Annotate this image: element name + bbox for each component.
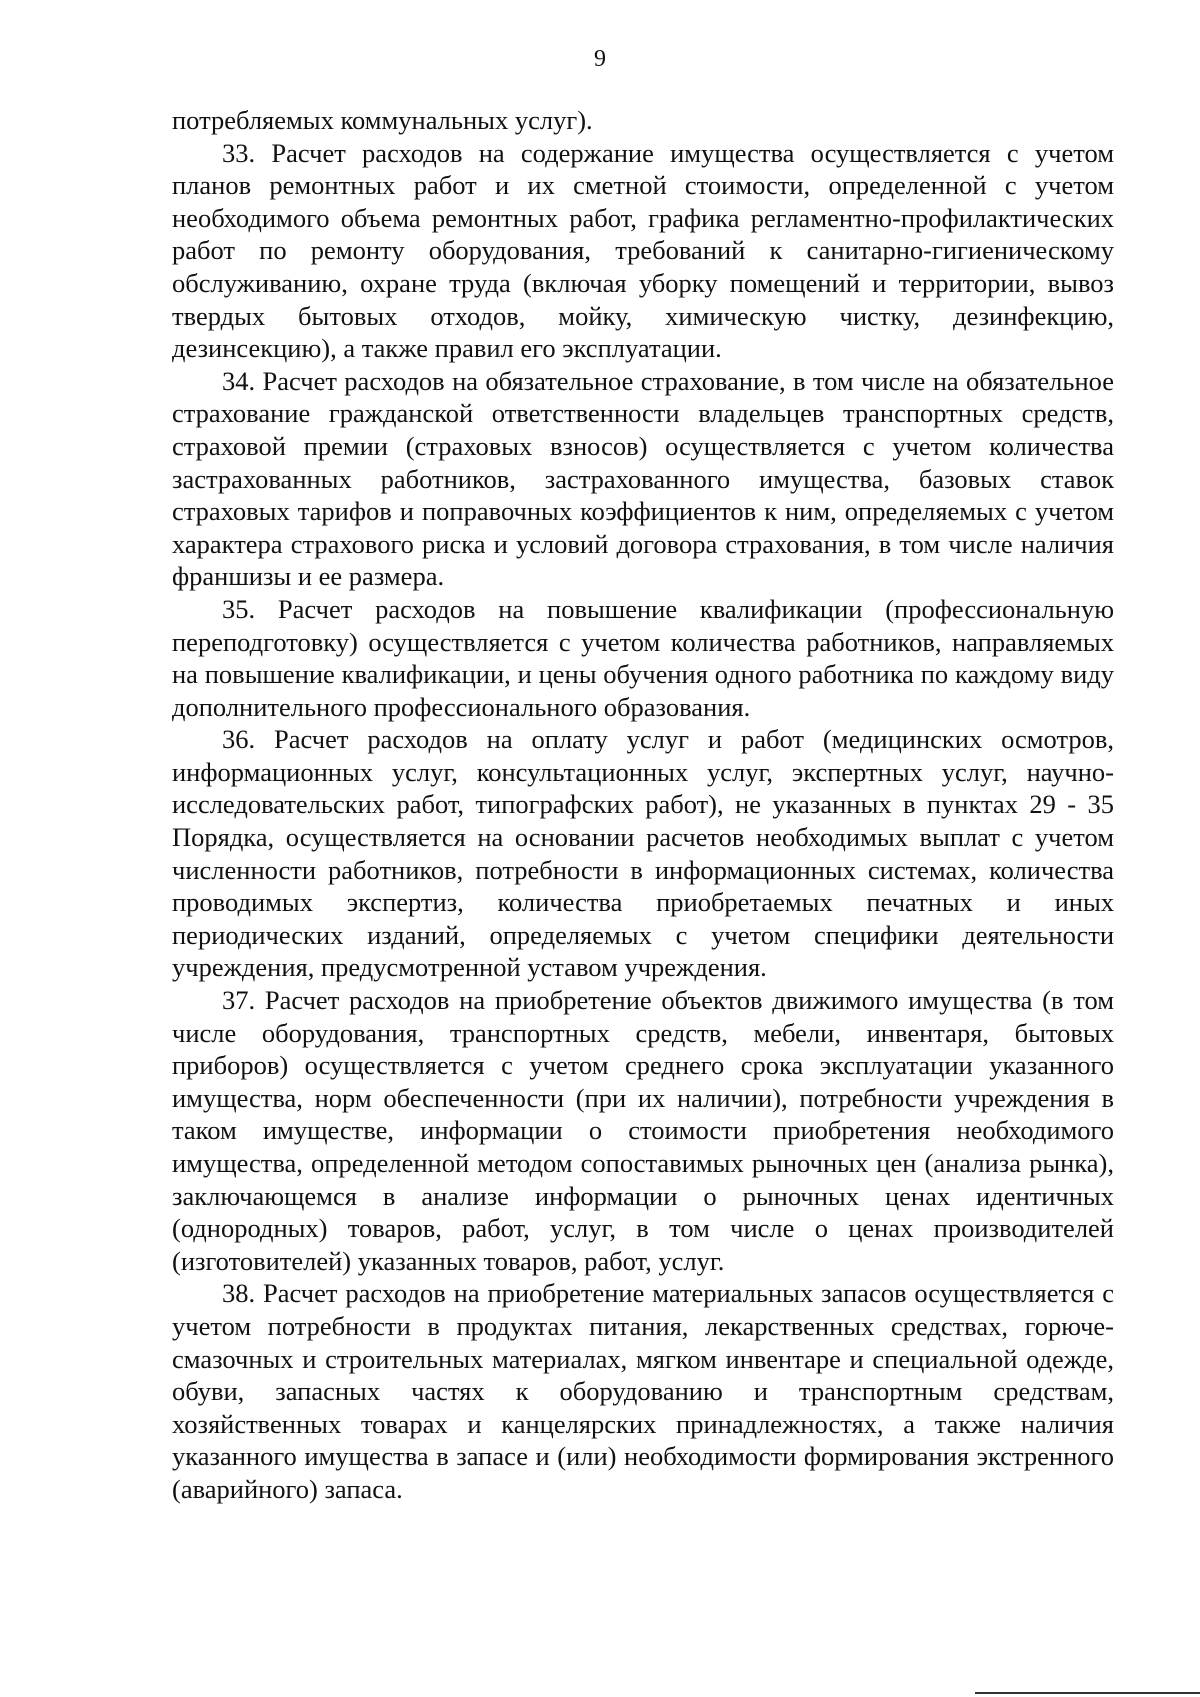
document-body — [172, 104, 1114, 1506]
page-number: 9 — [594, 46, 606, 72]
paragraph-continuation: потребляемых коммунальных услуг). — [172, 105, 593, 135]
paragraph-34: 34. Расчет расходов на обязательное страхование, в том числе на обязательное страхование гражданской ответственности владельцев транспортных средств, страховой премии (страховых взносов) осуществляется с учетом количества застрахованных работников, застрахованного имущества, базовых ставок страховых тарифов и поправочных коэффициентов к ним, определяемых с учетом характера страхового риска и условий договора страхования, в том числе наличия франшизы и ее размера. — [172, 365, 1114, 592]
paragraph-33: 33. Расчет расходов на содержание имущества осуществляется с учетом планов ремонтных работ и их сметной стоимости, определенной с учетом необходимого объема ремонтных работ, графика регламентно-профилактических работ по ремонту оборудования, требований к санитарно-гигиеническому обслуживанию, охране труда (включая уборку помещений и территории, вывоз твердых бытовых отходов, мойку, химическую чистку, дезинфекцию, дезинсекцию), а также правил его эксплуатации. — [172, 137, 1114, 364]
footer-divider-line — [975, 1692, 1200, 1694]
paragraph-35: 35. Расчет расходов на повышение квалификации (профессиональную переподготовку) осуществляется с учетом количества работников, направляемых на повышение квалификации, и цены обучения одного работника по каждому виду дополнительного профессионального образования. — [172, 593, 1114, 722]
paragraph-37: 37. Расчет расходов на приобретение объектов движимого имущества (в том числе оборудования, транспортных средств, мебели, инвентаря, бытовых приборов) осуществляется с учетом среднего срока эксплуатации указанного имущества, норм обеспеченности (при их наличии), потребности учреждения в таком имуществе, информации о стоимости приобретения необходимого имущества, определенной методом сопоставимых рыночных цен (анализа рынка), заключающемся в анализе информации о рыночных ценах идентичных (однородных) товаров, работ, услуг, в том числе о ценах производителей (изготовителей) указанных товаров, работ, услуг. — [172, 985, 1114, 1276]
paragraph-38: 38. Расчет расходов на приобретение материальных запасов осуществляется с учетом потребности в продуктах питания, лекарственных средствах, горюче-смазочных и строительных материалах, мягком инвентаре и специальной одежде, обуви, запасных частях к оборудованию и транспортным средствам, хозяйственных товарах и канцелярских принадлежностях, а также наличия указанного имущества в запасе и (или) необходимости формирования экстренного (аварийного) запаса. — [172, 1278, 1114, 1504]
paragraph-36: 36. Расчет расходов на оплату услуг и работ (медицинских осмотров, информационных услуг, консультационных услуг, экспертных услуг, научно-исследовательских работ, типографских работ), не указанных в пунктах 29 - 35 Порядка, осуществляется на основании расчетов необходимых выплат с учетом численности работников, потребности в информационных системах, количества проводимых экспертиз, количества приобретаемых печатных и иных периодических изданий, определяемых с учетом специфики деятельности учреждения, предусмотренной уставом учреждения. — [172, 724, 1114, 983]
